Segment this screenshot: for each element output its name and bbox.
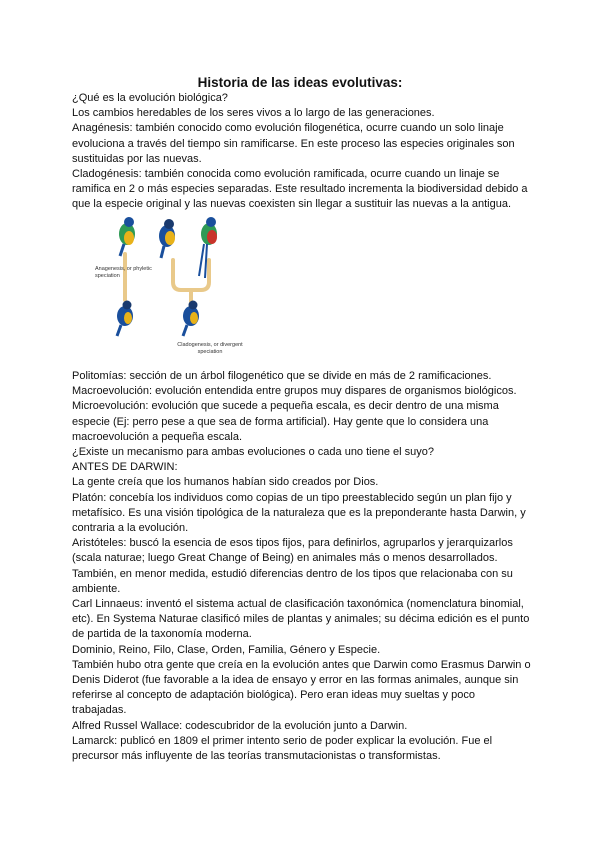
paragraph-platon: Platón: concebía los individuos como copias de un tipo preestablecido según un plan fijo y metafísico. Es una visión tipológica de la naturaleza que es la preponderante hasta Darwin, y contraria a la evolución.: [72, 491, 526, 535]
anagenesis-label: Anagenesis, or phyletic speciation: [95, 266, 152, 279]
page-title: Historia de las ideas evolutivas:: [197, 75, 403, 90]
paragraph-pre-darwin: También hubo otra gente que creía en la evolución antes que Darwin como Erasmus Darwin o Denis Diderot (fue favorable a la idea de ensayo y error en las formas animales, aunque sin referirse al concepto de adaptación biológica). Pero eran ideas muy sueltas y poco trabajadas.: [72, 658, 531, 717]
intro-section: [72, 91, 532, 213]
cladogenesis-label: Cladogenesis, or divergent speciation: [177, 342, 243, 355]
body-section: [72, 369, 532, 764]
speciation-diagram: [95, 212, 255, 360]
paragraph-lamarck: Lamarck: publicó en 1809 el primer intento serio de poder explicar la evolución. Fue el precursor más influyente de las teorías transmutacionistas o transformistas.: [72, 734, 493, 763]
heading-antes-de-darwin: ANTES DE DARWIN:: [72, 461, 178, 474]
bird-icon: [117, 301, 133, 337]
paragraph-macroevolucion: Macroevolución: evolución entendida entre grupos muy dispares de organismos biológicos.: [72, 385, 517, 398]
paragraph-mechanism-question: ¿Existe un mecanismo para ambas evoluciones o cada uno tiene el suyo?: [72, 446, 434, 459]
paragraph-question: ¿Qué es la evolución biológica?: [72, 92, 228, 104]
paragraph-linnaeus: Carl Linnaeus: inventó el sistema actual de clasificación taxonómica (nomenclatura binomial, etc). En Systema Naturae clasificó miles de plantas y animales; su décima edición es el punto de partida de la taxonomía moderna.: [72, 598, 530, 641]
paragraph-cladogenesis: Cladogénesis: también conocida como evolución ramificada, ocurre cuando un linaje se ramifica en 2 o más especies separadas. Este resultado incrementa la biodiversidad debido a que la especie original y las nuevas coexisten sin llegar a sustituir las nuevas a la antigua.: [72, 168, 528, 211]
paragraph-taxonomy-ranks: Dominio, Reino, Filo, Clase, Orden, Familia, Género y Especie.: [72, 643, 381, 656]
speciation-figure: [95, 212, 255, 360]
paragraph-creation: La gente creía que los humanos habían sido creados por Dios.: [72, 476, 379, 489]
bird-icon: [119, 217, 135, 256]
paragraph-wallace: Alfred Russel Wallace: codescubridor de la evolución junto a Darwin.: [72, 719, 408, 732]
bird-icon: [183, 301, 199, 337]
paragraph-microevolucion: Microevolución: evolución que sucede a pequeña escala, es decir dentro de una misma especie (Ej: perro pese a que sea de forma artificial). Hay gente que lo considera una macroevolución a pequeña escala.: [72, 400, 499, 443]
paragraph-aristoteles: Aristóteles: buscó la esencia de esos tipos fijos, para definirlos, agruparlos y jerarquizarlos (scala naturae; luego Great Change of Being) en animales más o menos desarrollados. También, en menor medida, estudió diferencias dentro de los tipos que relacionaba con su ambiente.: [72, 537, 513, 595]
paragraph-politomias: Politomías: sección de un árbol filogenético que se divide en más de 2 ramificaciones.: [72, 370, 492, 382]
paragraph-definition: Los cambios heredables de los seres vivos a lo largo de las generaciones.: [72, 107, 435, 120]
bird-icon: [159, 219, 175, 258]
paragraph-anagenesis: Anagénesis: también conocido como evolución filogenética, ocurre cuando un solo linaje evoluciona a través del tiempo sin ramificarse. En este proceso las especies originales son sustituidas por las nuevas.: [72, 122, 515, 165]
